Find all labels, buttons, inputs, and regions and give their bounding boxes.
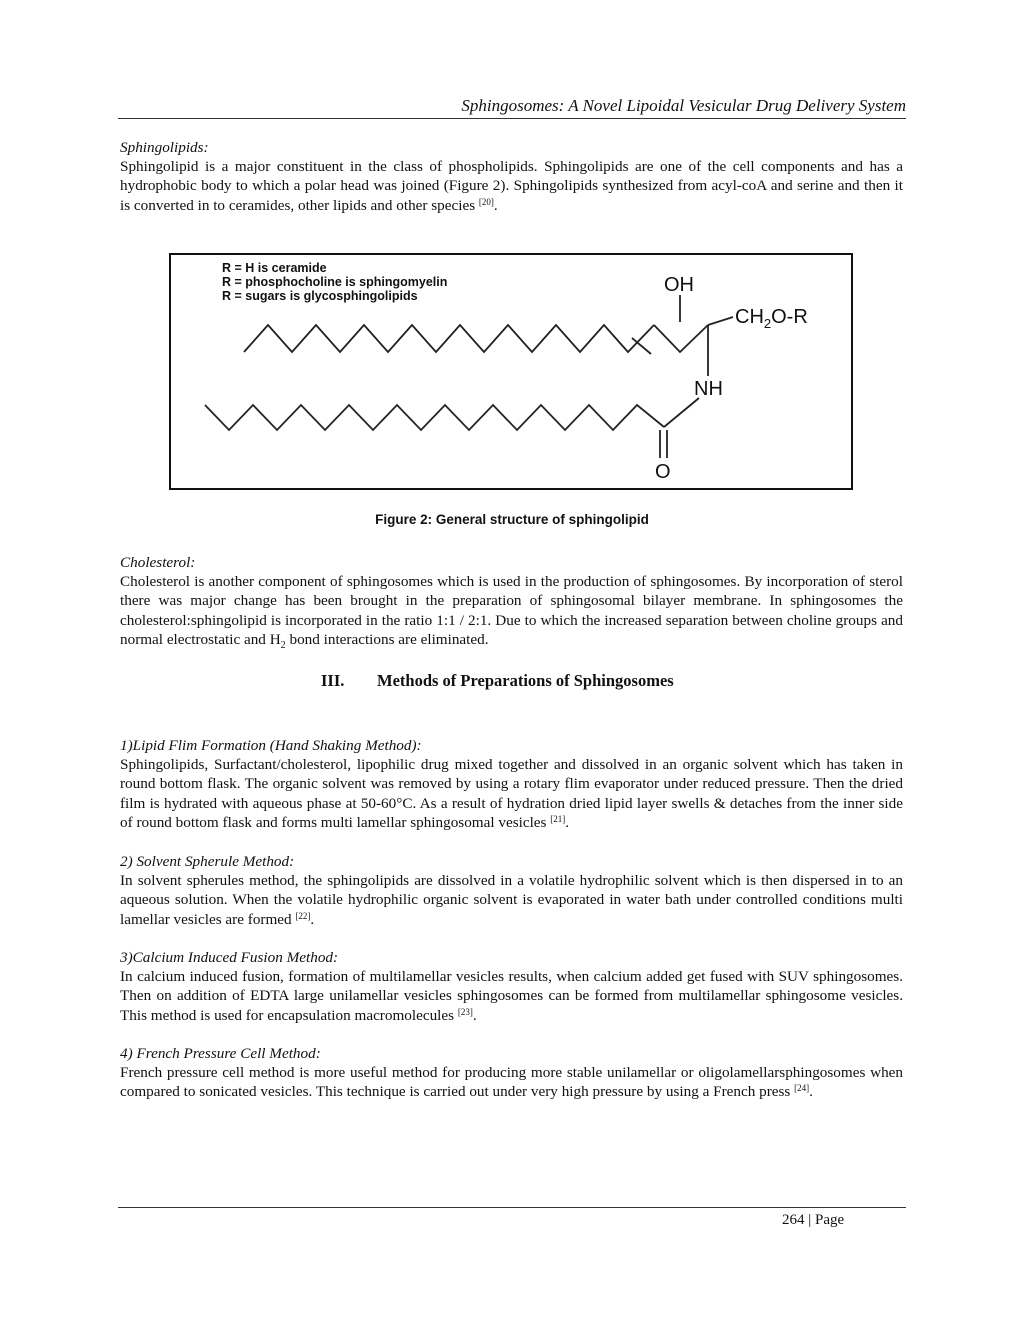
section-number: III. bbox=[321, 671, 345, 690]
backbone bbox=[654, 325, 708, 352]
figure-caption: Figure 2: General structure of sphingolipid bbox=[375, 512, 649, 527]
page-number: 264 | Page bbox=[782, 1212, 845, 1228]
method-french-press bbox=[120, 1044, 903, 1102]
legend-line: R = H is ceramide bbox=[222, 261, 327, 275]
method-heading: 2) Solvent Spherule Method: bbox=[120, 853, 295, 870]
method-heading: 4) French Pressure Cell Method: bbox=[120, 1045, 321, 1062]
method-calcium-fusion bbox=[120, 948, 903, 1025]
footer-rule bbox=[118, 1207, 906, 1208]
section-subheading: Cholesterol: bbox=[120, 554, 196, 571]
section-subheading: Sphingolipids: bbox=[120, 139, 209, 156]
sphingoid-chain bbox=[244, 325, 654, 352]
sphingolipid-structure-figure bbox=[169, 253, 853, 490]
method-heading: 1)Lipid Flim Formation (Hand Shaking Method): bbox=[120, 737, 422, 754]
method-lipid-film bbox=[120, 736, 903, 832]
subscript: 2 bbox=[280, 639, 286, 651]
body-paragraph: Sphingolipid is a major constituent in the class of phospholipids. Sphingolipids are one of the cell components and has a hydrophobic body to which a polar head was joined (Figure 2). Sphingolipids synthesized from acyl-coA and serine and then it is converted in to ceramides, other lipids and other species [20]. bbox=[120, 158, 903, 214]
ch2-label: $CH_2O-R$ bbox=[735, 306, 808, 331]
fatty-acid-chain bbox=[205, 405, 664, 430]
cholesterol-section bbox=[120, 553, 903, 655]
amide-bond bbox=[664, 398, 699, 427]
ch2-bond bbox=[708, 317, 733, 325]
citation: [20] bbox=[478, 196, 494, 207]
running-title: Sphingosomes: A Novel Lipoidal Vesicular Drug Delivery System bbox=[461, 96, 906, 115]
header-rule bbox=[118, 118, 906, 119]
citation: [21] bbox=[550, 813, 566, 824]
citation: [23] bbox=[457, 1006, 473, 1017]
amine-label: NH bbox=[694, 378, 723, 400]
sphingolipids-section bbox=[120, 138, 903, 215]
section-title: Methods of Preparations of Sphingosomes bbox=[377, 671, 674, 690]
hydroxyl-label: OH bbox=[664, 274, 694, 296]
body-paragraph: In solvent spherules method, the sphingolipids are dissolved in a volatile hydrophilic solvent which is then dispersed in to an aqueous solution. When the volatile hydrophilic organic solvent is evaporated in water bath under controlled conditions multi lamellar vesicles are formed [22]. bbox=[120, 872, 903, 928]
body-paragraph: In calcium induced fusion, formation of multilamellar vesicles results, when calcium added get fused with SUV sphingosomes. Then on addition of EDTA large unilamellar vesicles sphingosomes can be formed from multilamellar sphingosome vesicles. This method is used for encapsulation macromolecules [23]. bbox=[120, 968, 903, 1024]
body-paragraph: Sphingolipids, Surfactant/cholesterol, lipophilic drug mixed together and dissolved in an organic solvent which has taken in round bottom flask. The organic solvent was removed by using a rotary flim evaporator under reduced pressure. Then the dried film is hydrated with aqueous phase at 50-60°C. As a result of hydration dried lipid layer swells & detaches from the inner side of round bottom flask and forms multi lamellar sphingosomal vesicles [21]. bbox=[120, 756, 903, 831]
body-paragraph: French pressure cell method is more useful method for producing more stable unilamellar or oligolamellarsphingosomes when compared to sonicated vesicles. This technique is carried out under very high pressure by using a French press [24]. bbox=[120, 1064, 903, 1101]
structure-diagram bbox=[171, 255, 855, 492]
citation: [22] bbox=[295, 910, 311, 921]
body-paragraph: Cholesterol is another component of sphingosomes which is used in the production of sphingosomes. By incorporation of sterol there was major change has been brought in the preparation of sphingosomal bilayer membrane. In sphingosomes the cholesterol:sphingolipid is incorporated in the ratio 1:1 / 2:1. Due to which the increased separation between choline groups and normal electrostatic and $H_2$ bond interactions are eliminated. bbox=[120, 573, 903, 651]
carbonyl-oxygen-label: O bbox=[655, 461, 671, 483]
legend-line: R = phosphocholine is sphingomyelin bbox=[222, 275, 448, 289]
method-solvent-spherule bbox=[120, 852, 903, 929]
method-heading: 3)Calcium Induced Fusion Method: bbox=[120, 949, 339, 966]
legend-line: R = sugars is glycosphingolipids bbox=[222, 289, 418, 303]
citation: [24] bbox=[794, 1083, 810, 1094]
